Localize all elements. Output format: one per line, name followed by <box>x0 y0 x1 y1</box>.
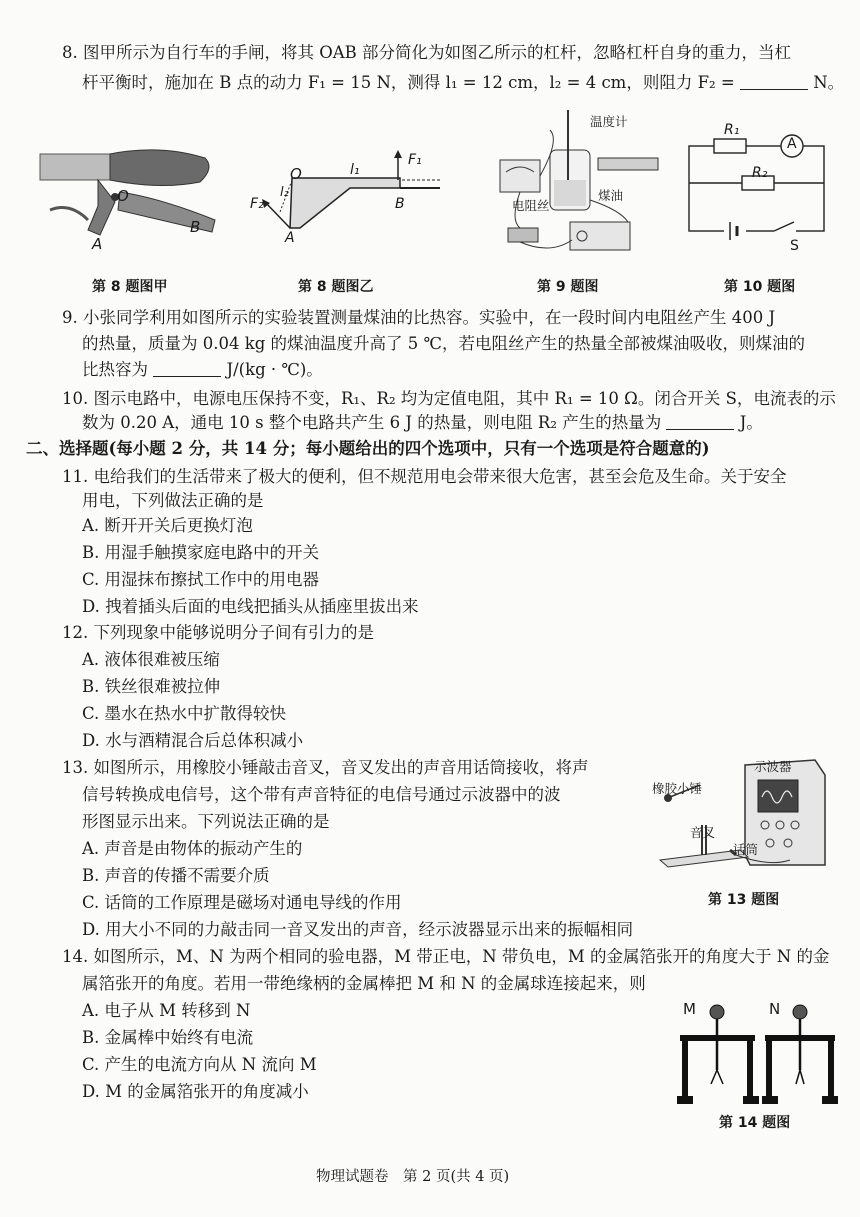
section2-heading: 二、选择题(每小题 2 分，共 14 分；每小题给出的四个选项中，只有一个选项是符合题意的) <box>26 439 710 458</box>
q13-caption: 第 13 题图 <box>708 892 780 908</box>
q10-label-R1: R₁ <box>724 122 740 138</box>
q12-option-a[interactable]: A. 液体很难被压缩 <box>82 650 220 669</box>
q14-stem1: 14. 如图所示，M、N 为两个相同的验电器，M 带正电，N 带负电，M 的金属箔张开的角度大于 N 的金 <box>62 947 830 966</box>
q13-label-oscilloscope: 示波器 <box>754 759 792 774</box>
q14-label-M: M <box>683 1000 696 1018</box>
q14-label-N: N <box>769 1000 781 1018</box>
q9-line1: 9. 小张同学利用如图所示的实验装置测量煤油的比热容。实验中，在一段时间内电阻丝产生 400 J <box>62 308 776 327</box>
q8-caption-jia: 第 8 题图甲 <box>92 279 168 295</box>
q13-stem1: 13. 如图所示，用橡胶小锤敲击音叉，音叉发出的声音用话筒接收，将声 <box>62 758 589 777</box>
q9-caption: 第 9 题图 <box>537 279 599 295</box>
q9-line3-unit: J/(kg · ℃)。 <box>226 360 323 379</box>
q9-label-wire: 电阻丝 <box>512 198 550 213</box>
q13-stem2: 信号转换成电信号，这个带有声音特征的电信号通过示波器中的波 <box>82 785 561 804</box>
q12-option-d[interactable]: D. 水与酒精混合后总体积减小 <box>82 731 304 750</box>
q8-yi-label-F1: F₁ <box>408 152 422 168</box>
q13-option-b[interactable]: B. 声音的传播不需要介质 <box>82 866 270 885</box>
page-footer: 物理试题卷 第 2 页(共 4 页) <box>316 1169 510 1185</box>
q14-stem2: 属箔张开的角度。若用一带绝缘柄的金属棒把 M 和 N 的金属球连接起来，则 <box>82 974 646 993</box>
q10-line2-unit: J。 <box>739 413 763 432</box>
q14-caption: 第 14 题图 <box>719 1115 791 1131</box>
q8-jia-label-A: A <box>92 235 103 253</box>
q8-yi-label-l1: l₁ <box>350 162 360 178</box>
q14-option-a[interactable]: A. 电子从 M 转移到 N <box>82 1001 251 1020</box>
q10-line1: 10. 图示电路中，电源电压保持不变，R₁、R₂ 均为定值电阻，其中 R₁ = 10 Ω。闭合开关 S，电流表的示 <box>62 389 836 408</box>
q8-jia-label-O: O <box>117 187 129 205</box>
q9-label-thermometer: 温度计 <box>590 114 628 129</box>
q13-label-hammer: 橡胶小锤 <box>652 781 703 796</box>
q10-label-switch: S <box>790 238 799 254</box>
q11-stem2: 用电，下列做法正确的是 <box>82 491 264 510</box>
q12-option-c[interactable]: C. 墨水在热水中扩散得较快 <box>82 704 287 723</box>
q8-figure-jia <box>40 140 240 260</box>
q13-option-c[interactable]: C. 话筒的工作原理是磁场对通电导线的作用 <box>82 893 402 912</box>
q11-option-c[interactable]: C. 用湿抹布擦拭工作中的用电器 <box>82 570 320 589</box>
q9-line3 <box>82 357 323 383</box>
q8-yi-label-O: O <box>290 165 302 183</box>
q12-option-b[interactable]: B. 铁丝很难被拉伸 <box>82 677 221 696</box>
q8-yi-label-l2: l₂ <box>280 185 289 200</box>
q10-answer-blank[interactable] <box>666 411 734 430</box>
q8-line2-unit: N。 <box>813 73 845 92</box>
q8-yi-label-B: B <box>395 196 405 212</box>
q8-yi-label-A: A <box>285 230 295 246</box>
q9-figure <box>480 110 670 260</box>
q10-caption: 第 10 题图 <box>724 279 796 295</box>
q10-line2-text: 数为 0.20 A，通电 10 s 整个电路共产生 6 J 的热量，则电阻 R₂ 产生的热量为 <box>82 413 662 432</box>
q11-option-b[interactable]: B. 用湿手触摸家庭电路中的开关 <box>82 543 320 562</box>
q9-answer-blank[interactable] <box>153 358 221 377</box>
q11-stem1: 11. 电给我们的生活带来了极大的便利，但不规范用电会带来很大危害，甚至会危及生命。关于安全 <box>62 467 787 486</box>
q9-line3-text: 比热容为 <box>82 360 148 379</box>
q8-line2-text: 杆平衡时，施加在 B 点的动力 F₁ = 15 N，测得 l₁ = 12 cm，l₂ = 4 cm，则阻力 F₂ = <box>82 73 735 92</box>
q14-option-b[interactable]: B. 金属棒中始终有电流 <box>82 1028 254 1047</box>
q13-stem3: 形图显示出来。下列说法正确的是 <box>82 812 330 831</box>
q14-option-d[interactable]: D. M 的金属箔张开的角度减小 <box>82 1082 309 1101</box>
q8-answer-blank[interactable] <box>740 71 808 90</box>
q9-label-kerosene: 煤油 <box>598 188 624 203</box>
q8-caption-yi: 第 8 题图乙 <box>298 279 374 295</box>
q10-line2 <box>82 410 763 436</box>
q14-option-c[interactable]: C. 产生的电流方向从 N 流向 M <box>82 1055 317 1074</box>
q8-line1: 8. 图甲所示为自行车的手闸，将其 OAB 部分简化为如图乙所示的杠杆，忽略杠杆自身的重力，当杠 <box>62 43 792 62</box>
q8-jia-label-B: B <box>190 218 201 236</box>
q13-label-fork: 音叉 <box>690 825 716 840</box>
q9-line2: 的热量，质量为 0.04 kg 的煤油温度升高了 5 ℃，若电阻丝产生的热量全部被煤油吸收，则煤油的 <box>82 334 805 353</box>
q13-label-mic: 话筒 <box>733 842 759 857</box>
q14-figure <box>675 1000 835 1110</box>
q10-figure <box>684 128 829 248</box>
q10-ammeter-symbol: A <box>787 136 797 152</box>
q11-option-d[interactable]: D. 拽着插头后面的电线把插头从插座里拔出来 <box>82 597 419 616</box>
q13-option-a[interactable]: A. 声音是由物体的振动产生的 <box>82 839 303 858</box>
q13-option-d[interactable]: D. 用大小不同的力敲击同一音叉发出的声音，经示波器显示出来的振幅相同 <box>82 920 634 939</box>
q11-option-a[interactable]: A. 断开开关后更换灯泡 <box>82 516 253 535</box>
q10-label-R2: R₂ <box>752 165 768 181</box>
q12-stem: 12. 下列现象中能够说明分子间有引力的是 <box>62 623 374 642</box>
q8-yi-label-F2: F₂ <box>250 196 264 212</box>
q8-line2 <box>82 70 844 96</box>
